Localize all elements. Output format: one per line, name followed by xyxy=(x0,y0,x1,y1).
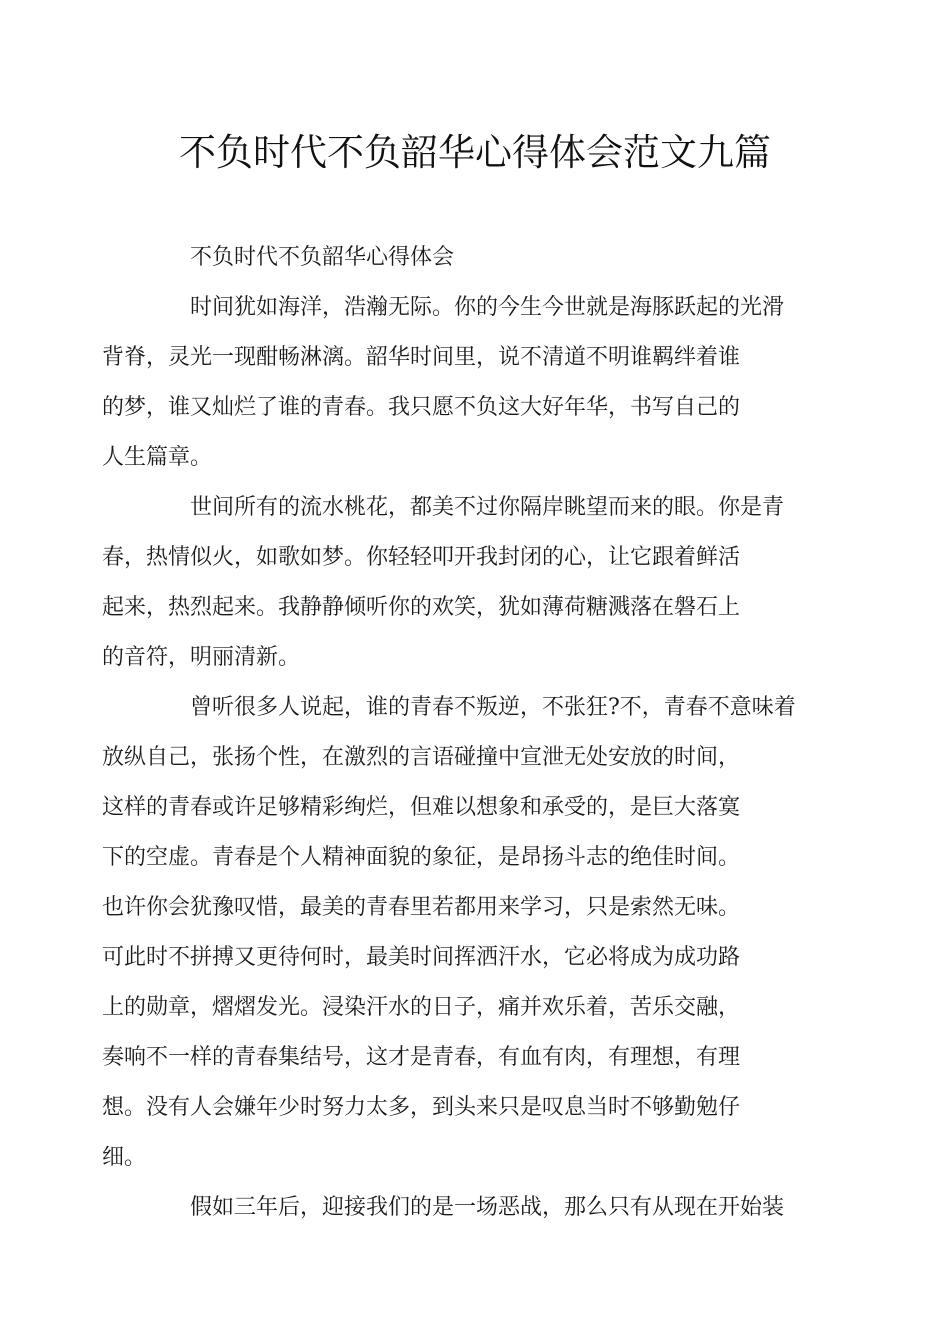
text-line: 想。没有人会嫌年少时努力太多，到头来只是叹息当时不够勤勉仔 xyxy=(102,1095,741,1120)
text-line: 下的空虚。青春是个人精神面貌的象征，是昂扬斗志的绝佳时间。 xyxy=(102,845,741,870)
document-title: 不负时代不负韶华心得体会范文九篇 xyxy=(179,131,771,174)
paragraph xyxy=(146,1183,805,1233)
text-line: 春，热情似火，如歌如梦。你轻轻叩开我封闭的心，让它跟着鲜活 xyxy=(102,545,741,570)
paragraph xyxy=(102,683,805,1183)
text-line: 曾听很多人说起，谁的青春不叛逆，不张狂?不，青春不意味着 xyxy=(190,695,796,720)
text-line: 也许你会犹豫叹惜，最美的青春里若都用来学习，只是索然无味。 xyxy=(102,895,741,920)
paragraph xyxy=(102,483,805,683)
text-line: 假如三年后，迎接我们的是一场恶战，那么只有从现在开始装 xyxy=(190,1195,785,1220)
text-line: 放纵自己，张扬个性，在激烈的言语碰撞中宣泄无处安放的时间， xyxy=(102,745,741,770)
text-line: 的梦，谁又灿烂了谁的青春。我只愿不负这大好年华，书写自己的 xyxy=(102,395,741,420)
text-line: 不负时代不负韶华心得体会 xyxy=(190,245,455,270)
document-body xyxy=(102,233,805,1233)
text-line: 起来，热烈起来。我静静倾听你的欢笑，犹如薄荷糖溅落在磐石上 xyxy=(102,595,741,620)
text-line: 奏响不一样的青春集结号，这才是青春，有血有肉，有理想，有理 xyxy=(102,1045,741,1070)
paragraph-subtitle xyxy=(146,233,805,283)
text-line: 背脊，灵光一现酣畅淋漓。韶华时间里，说不清道不明谁羁绊着谁 xyxy=(102,345,741,370)
text-line: 时间犹如海洋，浩瀚无际。你的今生今世就是海豚跃起的光滑 xyxy=(190,295,785,320)
text-line: 的音符，明丽清新。 xyxy=(102,645,301,670)
text-line: 上的勋章，熠熠发光。浸染汗水的日子，痛并欢乐着，苦乐交融， xyxy=(102,995,741,1020)
text-line: 这样的青春或许足够精彩绚烂，但难以想象和承受的，是巨大落寞 xyxy=(102,795,741,820)
text-line: 世间所有的流水桃花，都美不过你隔岸眺望而来的眼。你是青 xyxy=(190,495,785,520)
text-line: 细。 xyxy=(102,1145,147,1170)
text-line: 可此时不拼搏又更待何时，最美时间挥洒汗水，它必将成为成功路 xyxy=(102,945,741,970)
text-line: 人生篇章。 xyxy=(102,445,213,470)
paragraph xyxy=(102,283,805,483)
